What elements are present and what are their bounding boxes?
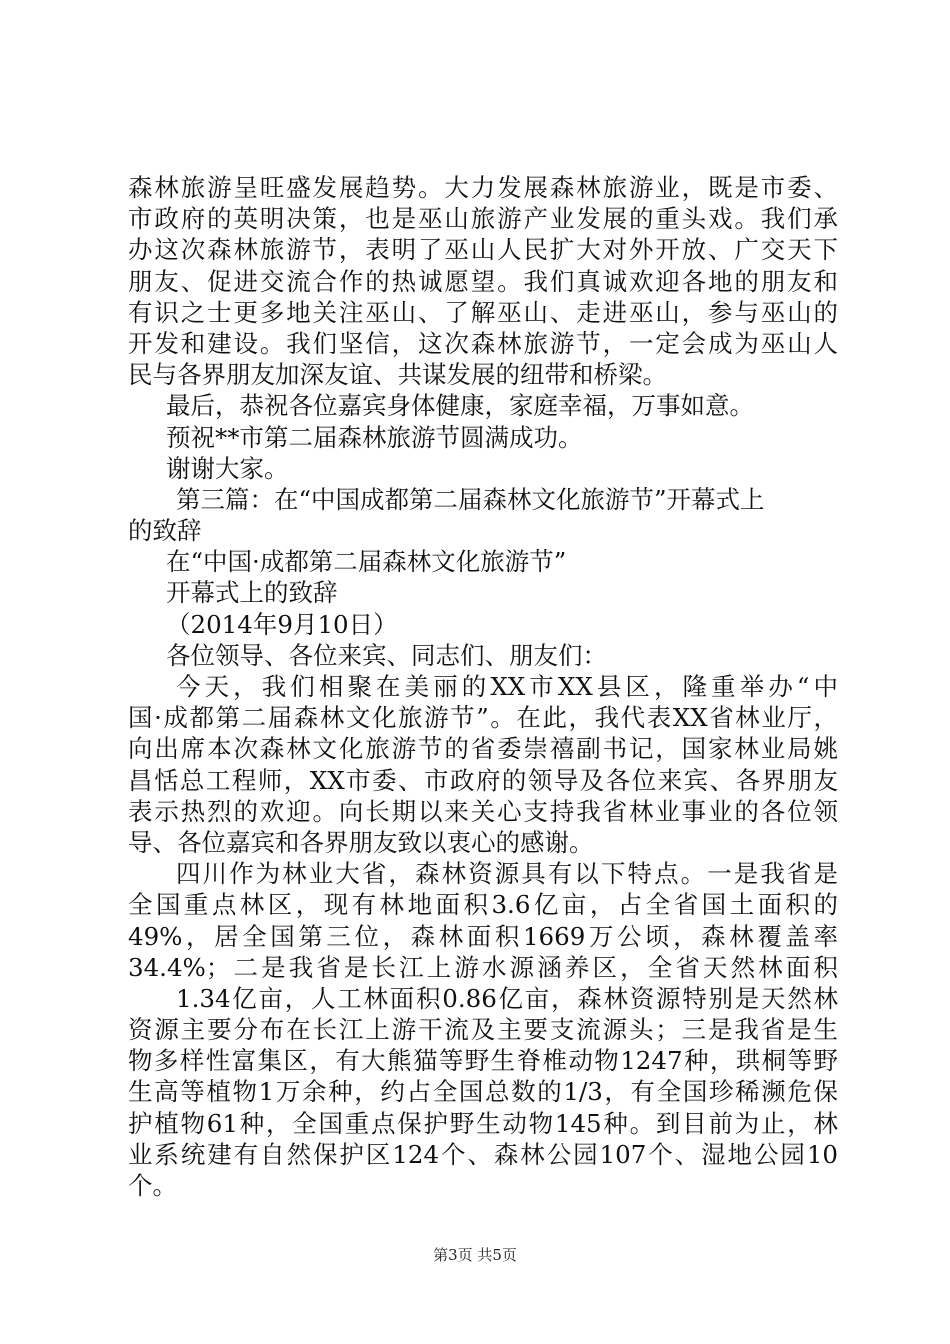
document-body [128,172,838,1201]
text-line: 物多样性富集区，有大熊猫等野生脊椎动物1247种，珙桐等野 [128,1046,838,1076]
text-line: 朋友、促进交流合作的热诚愿望。我们真诚欢迎各地的朋友和 [128,266,838,296]
text-line: 49%，居全国第三位，森林面积1669万公顷，森林覆盖率 [128,921,838,951]
text-line: 导、各位嘉宾和各界朋友致以衷心的感谢。 [128,827,594,857]
text-line: 谢谢大家。 [166,453,289,483]
text-line: 有识之士更多地关注巫山、了解巫山、走进巫山，参与巫山的 [128,297,838,327]
speech-title: 开幕式上的致辞 [166,578,338,608]
text-line: 森林旅游呈旺盛发展趋势。大力发展森林旅游业，既是市委、 [128,173,838,202]
text-line: 市政府的英明决策，也是巫山旅游产业发展的重头戏。我们承 [128,204,838,234]
speech-title: 在“中国·成都第二届森林文化旅游节” [166,547,567,577]
text-line: 昌恬总工程师，XX市委、市政府的领导及各位来宾、各界朋友 [128,765,838,795]
text-line: 向出席本次森林文化旅游节的省委崇禧副书记，国家林业局姚 [128,734,838,764]
text-line: 民与各界朋友加深友谊、共谋发展的纽带和桥梁。 [128,360,667,390]
text-line: 护植物61种，全国重点保护野生动物145种。到目前为止，林 [128,1108,838,1138]
text-line: 个。 [128,1171,177,1200]
text-line: 今天，我们相聚在美丽的XX市XX县区，隆重举办“中 [176,672,838,701]
text-line: 办这次森林旅游节，表明了巫山人民扩大对外开放、广交天下 [128,235,838,265]
text-line: 开发和建设。我们坚信，这次森林旅游节，一定会成为巫山人 [128,328,838,358]
text-line: 表示热烈的欢迎。向长期以来关心支持我省林业事业的各位领 [128,796,838,826]
text-line: 最后，恭祝各位嘉宾身体健康，家庭幸福，万事如意。 [166,391,754,421]
section-heading: 的致辞 [128,516,202,546]
text-line: 四川作为林业大省，森林资源具有以下特点。一是我省是 [176,859,838,889]
section-heading: 第三篇：在“中国成都第二届森林文化旅游节”开幕式上 [176,484,765,514]
text-line: 预祝**市第二届森林旅游节圆满成功。 [166,422,583,452]
text-line: 资源主要分布在长江上游干流及主要支流源头；三是我省是生 [128,1015,838,1045]
text-line: 生高等植物1万余种，约占全国总数的1/3，有全国珍稀濒危保 [128,1077,838,1107]
text-line: 1.34亿亩，人工林面积0.86亿亩，森林资源特别是天然林 [176,983,838,1013]
text-line: 全国重点林区，现有林地面积3.6亿亩，占全省国土面积的 [128,890,838,920]
salutation: 各位领导、各位来宾、同志们、朋友们： [166,640,607,670]
text-line: 业系统建有自然保护区124个、森林公园107个、湿地公园10 [128,1139,838,1169]
speech-date: （2014年9月10日） [166,609,398,639]
text-line: 国·成都第二届森林文化旅游节”。在此，我代表XX省林业厅， [128,703,838,733]
text-line: 34.4%；二是我省是长江上游水源涵养区，全省天然林面积 [128,952,838,982]
page-indicator: 第3页 共5页 [433,1246,517,1264]
